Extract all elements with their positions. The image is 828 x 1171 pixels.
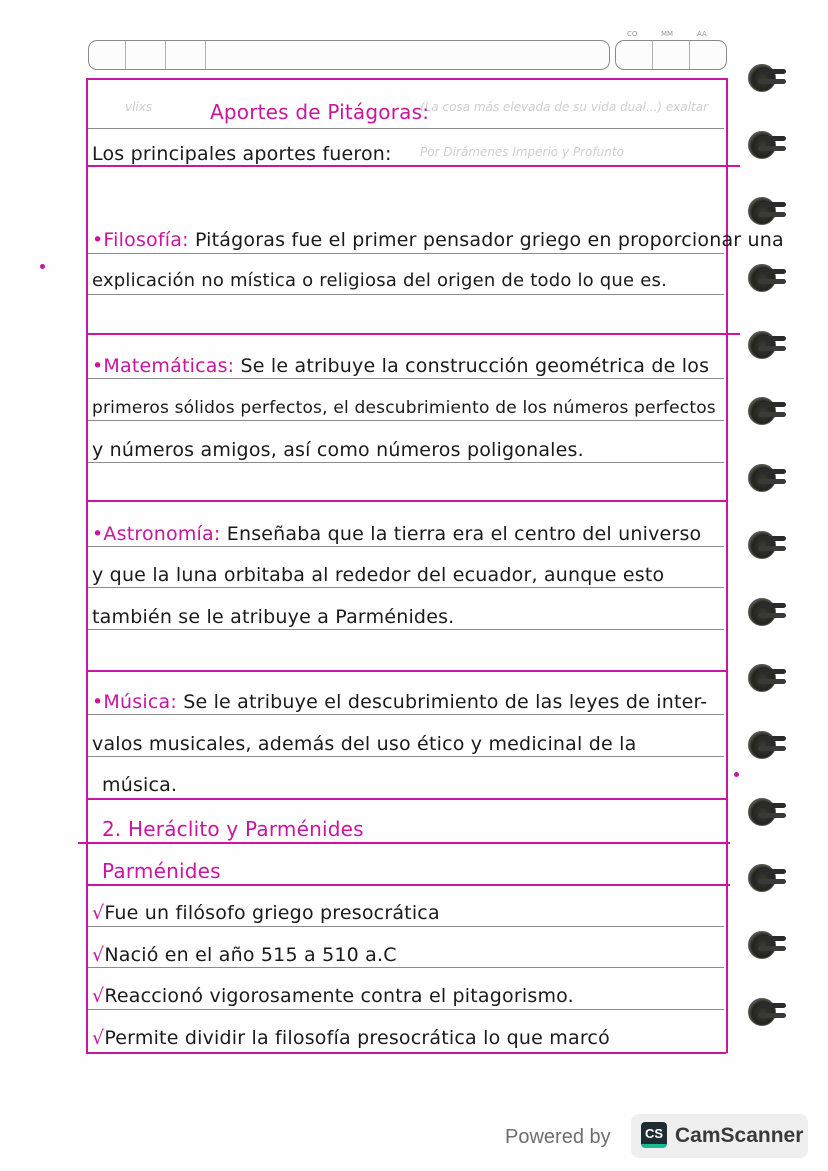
section-keyword: Matemáticas: [103, 355, 235, 377]
section-bullet: • [92, 229, 104, 251]
section-divider [86, 670, 726, 672]
rule-line [88, 714, 724, 715]
intro-line: Los principales aportes fueron: [92, 143, 392, 165]
page-title: Aportes de Pitágoras: [210, 100, 430, 124]
header-cell-divider [205, 41, 206, 69]
section-divider [86, 165, 740, 167]
section-bullet: • [92, 355, 104, 377]
powered-by-label: Powered by [505, 1126, 611, 1148]
date-label-year: AA [697, 30, 707, 38]
spiral-ring-icon [748, 994, 786, 1028]
section-astronomia-line-1 [92, 523, 701, 545]
section-text: Pitágoras fue el primer pensador griego en proporcionar una [194, 229, 784, 251]
spiral-ring-icon [748, 860, 786, 894]
spiral-ring-icon [748, 927, 786, 961]
header-cell-divider [652, 41, 653, 69]
rule-line [88, 546, 724, 547]
spiral-ring-icon [748, 193, 786, 227]
section-divider [86, 1052, 726, 1054]
section-divider [86, 78, 726, 80]
section-filosofia-line-2: explicación no mística o religiosa del origen de todo lo que es. [92, 270, 668, 291]
bleed-through-text: Por Dirámenes Imperio y Profunto [420, 145, 624, 159]
section-musica-line-2: valos musicales, además del uso ético y medicinal de la [92, 733, 637, 755]
rule-line [88, 629, 724, 630]
ink-dot [40, 264, 45, 269]
date-label-month: MM [661, 30, 674, 38]
section-musica-line-1 [92, 691, 707, 713]
bullet-item: √Reaccionó vigorosamente contra el pitagorismo. [92, 985, 574, 1007]
bleed-through-text: vlixs [125, 100, 153, 114]
rule-line [88, 294, 724, 295]
spiral-ring-icon [748, 660, 786, 694]
spiral-ring-icon [748, 260, 786, 294]
subheading-parmenides: Parménides [102, 859, 221, 883]
header-cell-divider [165, 41, 166, 69]
spiral-ring-icon [748, 727, 786, 761]
spiral-ring-icon [748, 393, 786, 427]
section-astronomia-line-3: también se le atribuye a Parménides. [92, 606, 455, 628]
section-divider [78, 842, 730, 844]
rule-line [88, 420, 724, 421]
section-matematicas-line-3: y números amigos, así como números poligonales. [92, 439, 584, 461]
camscanner-logo-icon: CS [641, 1122, 667, 1148]
section-filosofia-line-1 [92, 229, 784, 251]
section-keyword: Música: [103, 691, 177, 713]
rule-line [88, 128, 724, 129]
rule-line [88, 756, 724, 757]
date-label-day: CO [627, 30, 638, 38]
spiral-ring-icon [748, 60, 786, 94]
rule-line [88, 587, 724, 588]
check-icon: √ [92, 944, 105, 966]
header-cell-divider [689, 41, 690, 69]
bullet-item: √Nació en el año 515 a 510 a.C [92, 944, 397, 966]
ink-dot [734, 772, 739, 777]
camscanner-brand-name: CamScanner [675, 1124, 804, 1147]
section-keyword: Filosofía: [103, 229, 189, 251]
camscanner-badge[interactable] [631, 1114, 808, 1158]
section-musica-line-3: música. [102, 774, 178, 796]
notebook-header-date-box [615, 40, 727, 70]
rule-line [88, 926, 724, 927]
section-bullet: • [92, 523, 104, 545]
spiral-ring-icon [748, 794, 786, 828]
check-icon: √ [92, 985, 105, 1007]
section-matematicas-line-1 [92, 355, 709, 377]
section-divider [86, 884, 730, 886]
rule-line [88, 378, 724, 379]
section-divider [86, 333, 740, 335]
spiral-ring-icon [748, 127, 786, 161]
spiral-ring-icon [748, 594, 786, 628]
section-text: Enseñaba que la tierra era el centro del universo [226, 523, 702, 545]
spiral-ring-icon [748, 460, 786, 494]
check-icon: √ [92, 902, 105, 924]
section-keyword: Astronomía: [103, 523, 221, 545]
section-bullet: • [92, 691, 104, 713]
rule-line [88, 253, 724, 254]
bullet-item: √Permite dividir la filosofía presocrática lo que marcó [92, 1027, 610, 1049]
section-divider [86, 500, 726, 502]
section-matematicas-line-2: primeros sólidos perfectos, el descubrimiento de los números perfectos [92, 398, 716, 418]
rule-line [88, 967, 724, 968]
spiral-ring-icon [748, 527, 786, 561]
bullet-item: √Fue un filósofo griego presocrática [92, 902, 440, 924]
section-divider [86, 798, 726, 800]
spiral-ring-icon [748, 327, 786, 361]
rule-line [88, 462, 724, 463]
check-icon: √ [92, 1027, 105, 1049]
section-text: Se le atribuye la construcción geométrica de los [240, 355, 710, 377]
section-astronomia-line-2: y que la luna orbitaba al rededor del ecuador, aunque esto [92, 564, 665, 586]
header-cell-divider [125, 41, 126, 69]
section-2-heading: 2. Heráclito y Parménides [102, 817, 364, 841]
section-text: Se le atribuye el descubrimiento de las leyes de inter- [183, 691, 708, 713]
bleed-through-text: (La cosa más elevada de su vida dual...) exaltar [420, 100, 709, 114]
notebook-header-title-box [88, 40, 610, 70]
rule-line [88, 1009, 724, 1010]
